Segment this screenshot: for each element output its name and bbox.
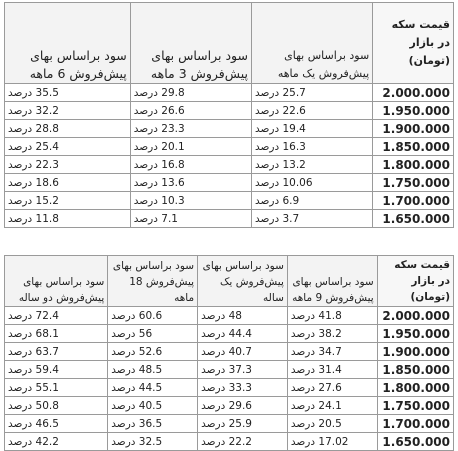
profit-cell: 48.5 درصد	[108, 361, 198, 379]
profit-cell: 32.2 درصد	[5, 102, 131, 120]
profit-cell: 11.8 درصد	[5, 210, 131, 228]
header-profit-6-month: سود براساس بهای پیش‌فروش 6 ماهه	[5, 3, 131, 84]
coin-price-cell: 1.700.000	[377, 415, 453, 433]
profit-cell: 10.3 درصد	[130, 192, 251, 210]
table-row	[5, 120, 454, 138]
table-row	[5, 343, 454, 361]
profit-cell: 23.3 درصد	[130, 120, 251, 138]
profit-cell: 52.6 درصد	[108, 343, 198, 361]
profit-cell: 37.3 درصد	[198, 361, 288, 379]
header-profit-1-month: سود براساس بهای پیش‌فروش یک ماهه	[251, 3, 372, 84]
table-row	[5, 156, 454, 174]
coin-price-cell: 1.850.000	[377, 361, 453, 379]
coin-price-cell: 2.000.000	[377, 307, 453, 325]
table-row	[5, 192, 454, 210]
coin-price-cell: 1.950.000	[373, 102, 454, 120]
coin-price-cell: 1.650.000	[373, 210, 454, 228]
profit-cell: 48 درصد	[198, 307, 288, 325]
coin-price-cell: 1.900.000	[377, 343, 453, 361]
profit-cell: 33.3 درصد	[198, 379, 288, 397]
coin-price-cell: 1.700.000	[373, 192, 454, 210]
header-profit-18-month: سود براساس بهای پیش‌فروش 18 ماهه	[108, 256, 198, 307]
header-profit-1-year: سود براساس بهای پیش‌فروش یک ساله	[198, 256, 288, 307]
profit-cell: 24.1 درصد	[287, 397, 377, 415]
profit-cell: 46.5 درصد	[5, 415, 108, 433]
table-row	[5, 138, 454, 156]
header-coin-price: قیمت سکه در بازار (تومان)	[377, 256, 453, 307]
table-row	[5, 307, 454, 325]
profit-cell: 3.7 درصد	[251, 210, 372, 228]
profit-cell: 27.6 درصد	[287, 379, 377, 397]
table-row	[5, 415, 454, 433]
table-row	[5, 210, 454, 228]
profit-cell: 40.7 درصد	[198, 343, 288, 361]
profit-cell: 19.4 درصد	[251, 120, 372, 138]
profit-cell: 41.8 درصد	[287, 307, 377, 325]
table-row	[5, 379, 454, 397]
table-row	[5, 397, 454, 415]
coin-price-cell: 1.900.000	[373, 120, 454, 138]
coin-price-cell: 1.800.000	[373, 156, 454, 174]
coin-price-cell: 1.800.000	[377, 379, 453, 397]
header-profit-2-year: سود براساس بهای پیش‌فروش دو ساله	[5, 256, 108, 307]
profit-table-long-term	[4, 255, 454, 451]
profit-cell: 17.02 درصد	[287, 433, 377, 451]
profit-cell: 22.6 درصد	[251, 102, 372, 120]
coin-price-cell: 1.750.000	[373, 174, 454, 192]
profit-cell: 38.2 درصد	[287, 325, 377, 343]
profit-cell: 15.2 درصد	[5, 192, 131, 210]
table-row	[5, 433, 454, 451]
profit-cell: 44.5 درصد	[108, 379, 198, 397]
profit-cell: 25.9 درصد	[198, 415, 288, 433]
profit-cell: 60.6 درصد	[108, 307, 198, 325]
profit-cell: 16.8 درصد	[130, 156, 251, 174]
profit-table-short-term	[4, 2, 454, 228]
profit-cell: 31.4 درصد	[287, 361, 377, 379]
profit-cell: 28.8 درصد	[5, 120, 131, 138]
profit-cell: 32.5 درصد	[108, 433, 198, 451]
profit-cell: 29.6 درصد	[198, 397, 288, 415]
profit-cell: 16.3 درصد	[251, 138, 372, 156]
coin-price-cell: 2.000.000	[373, 84, 454, 102]
profit-cell: 68.1 درصد	[5, 325, 108, 343]
profit-cell: 10.06 درصد	[251, 174, 372, 192]
profit-cell: 44.4 درصد	[198, 325, 288, 343]
profit-cell: 72.4 درصد	[5, 307, 108, 325]
header-profit-3-month: سود براساس بهای پیش‌فروش 3 ماهه	[130, 3, 251, 84]
header-profit-9-month: سود براساس بهای پیش‌فروش 9 ماهه	[287, 256, 377, 307]
table-row	[5, 174, 454, 192]
table-row	[5, 84, 454, 102]
profit-cell: 36.5 درصد	[108, 415, 198, 433]
profit-cell: 22.2 درصد	[198, 433, 288, 451]
profit-cell: 63.7 درصد	[5, 343, 108, 361]
profit-cell: 55.1 درصد	[5, 379, 108, 397]
profit-cell: 56 درصد	[108, 325, 198, 343]
profit-cell: 35.5 درصد	[5, 84, 131, 102]
profit-cell: 25.7 درصد	[251, 84, 372, 102]
profit-cell: 20.5 درصد	[287, 415, 377, 433]
profit-cell: 6.9 درصد	[251, 192, 372, 210]
profit-cell: 20.1 درصد	[130, 138, 251, 156]
header-coin-price: قیمت سکه در بازار (تومان)	[373, 3, 454, 84]
header-row	[5, 256, 454, 307]
profit-cell: 59.4 درصد	[5, 361, 108, 379]
coin-price-cell: 1.750.000	[377, 397, 453, 415]
coin-price-cell: 1.850.000	[373, 138, 454, 156]
profit-cell: 26.6 درصد	[130, 102, 251, 120]
table-row	[5, 325, 454, 343]
table-row	[5, 361, 454, 379]
profit-cell: 7.1 درصد	[130, 210, 251, 228]
profit-cell: 29.8 درصد	[130, 84, 251, 102]
profit-cell: 13.6 درصد	[130, 174, 251, 192]
profit-cell: 22.3 درصد	[5, 156, 131, 174]
coin-price-cell: 1.950.000	[377, 325, 453, 343]
profit-cell: 40.5 درصد	[108, 397, 198, 415]
profit-cell: 13.2 درصد	[251, 156, 372, 174]
profit-cell: 34.7 درصد	[287, 343, 377, 361]
profit-cell: 18.6 درصد	[5, 174, 131, 192]
profit-cell: 42.2 درصد	[5, 433, 108, 451]
table-row	[5, 102, 454, 120]
coin-price-cell: 1.650.000	[377, 433, 453, 451]
profit-cell: 25.4 درصد	[5, 138, 131, 156]
profit-cell: 50.8 درصد	[5, 397, 108, 415]
header-row	[5, 3, 454, 84]
